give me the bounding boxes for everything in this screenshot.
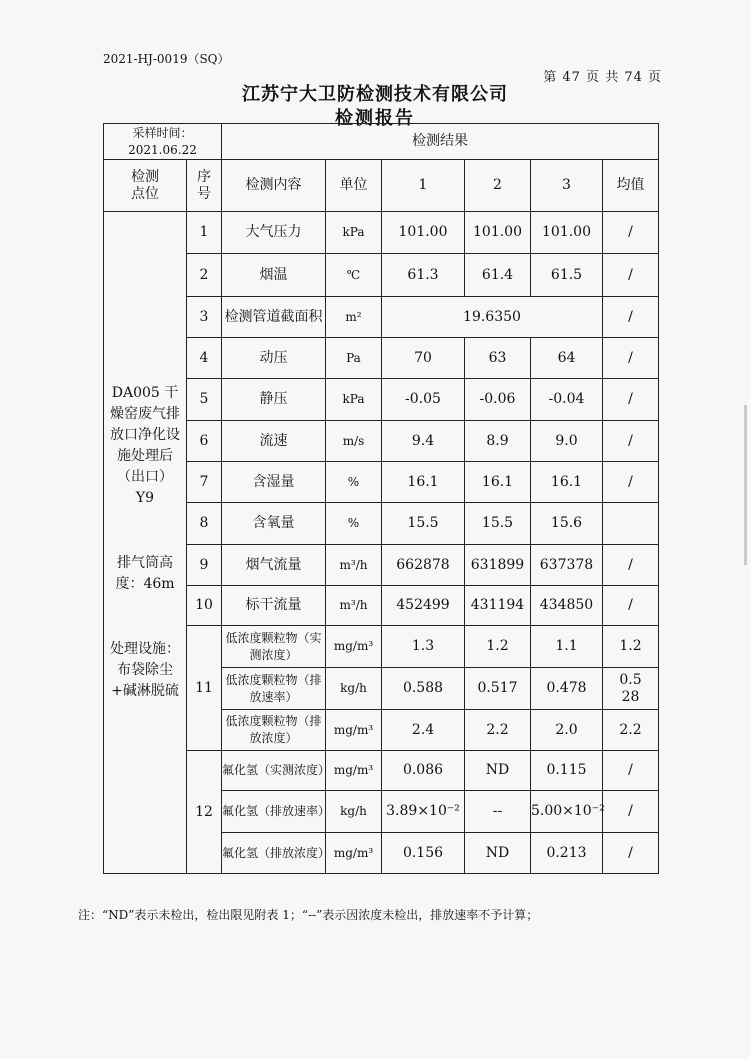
row-value-2: ND xyxy=(465,751,531,791)
row-avg: / xyxy=(603,833,659,874)
row-value-1: 70 xyxy=(382,338,465,379)
row-value-2: 63 xyxy=(465,338,531,379)
col-header-unit: 单位 xyxy=(326,160,382,212)
row-value-1: 9.4 xyxy=(382,421,465,462)
row-unit: kg/h xyxy=(326,668,382,710)
row-value-2: -0.06 xyxy=(465,379,531,421)
row-value-1: 2.4 xyxy=(382,710,465,751)
report-code: 2021-HJ-0019（SQ） xyxy=(103,52,230,66)
row-seq: 1 xyxy=(187,212,222,254)
row-content: 大气压力 xyxy=(222,212,326,254)
row-avg: 2.2 xyxy=(603,710,659,751)
row-seq: 9 xyxy=(187,545,222,586)
row-value-2: 1.2 xyxy=(465,626,531,668)
scan-edge-mark xyxy=(744,405,747,565)
row-unit: Pa xyxy=(326,338,382,379)
row-seq: 6 xyxy=(187,421,222,462)
row-avg: / xyxy=(603,586,659,626)
row-value-1: 0.156 xyxy=(382,833,465,874)
col-header-seq: 序号 xyxy=(187,160,222,212)
row-avg: / xyxy=(603,545,659,586)
row-value-2: 631899 xyxy=(465,545,531,586)
row-content: 低浓度颗粒物（实测浓度） xyxy=(222,626,326,668)
row-value-2: -- xyxy=(465,791,531,833)
row-value-3: 637378 xyxy=(531,545,603,586)
row-seq: 2 xyxy=(187,254,222,297)
row-avg xyxy=(603,503,659,545)
footnote: 注：“ND”表示未检出，检出限见附表 1；“--”表示因浓度未检出，排放速率不予计算； xyxy=(78,908,539,922)
row-value-2: 61.4 xyxy=(465,254,531,297)
row-value-1: 15.5 xyxy=(382,503,465,545)
row-unit: mg/m³ xyxy=(326,710,382,751)
row-value-1: 16.1 xyxy=(382,462,465,503)
row-value-3: 0.478 xyxy=(531,668,603,710)
row-value-1: 0.086 xyxy=(382,751,465,791)
sampling-date: 2021.06.22 xyxy=(128,142,197,157)
row-seq: 7 xyxy=(187,462,222,503)
row-content: 检测管道截面积 xyxy=(222,297,326,338)
row-avg: / xyxy=(603,462,659,503)
row-seq: 5 xyxy=(187,379,222,421)
row-unit: % xyxy=(326,462,382,503)
row-avg: / xyxy=(603,254,659,297)
row-avg: / xyxy=(603,297,659,338)
row-unit: mg/m³ xyxy=(326,751,382,791)
row-value-2: 0.517 xyxy=(465,668,531,710)
row-unit: mg/m³ xyxy=(326,833,382,874)
row-value-2: 431194 xyxy=(465,586,531,626)
row-unit: ℃ xyxy=(326,254,382,297)
row-content: 含氧量 xyxy=(222,503,326,545)
row-value-1: 1.3 xyxy=(382,626,465,668)
row-value-2: 2.2 xyxy=(465,710,531,751)
row-value-3: 2.0 xyxy=(531,710,603,751)
row-value-2: ND xyxy=(465,833,531,874)
row-unit: m² xyxy=(326,297,382,338)
row-value-1: 3.89×10⁻² xyxy=(382,791,465,833)
row-avg: 0.528 xyxy=(603,668,659,710)
row-value-3: 9.0 xyxy=(531,421,603,462)
row-seq: 10 xyxy=(187,586,222,626)
page-number: 第 47 页 共 74 页 xyxy=(543,70,662,85)
col-header-1: 1 xyxy=(382,160,465,212)
row-value-1: 101.00 xyxy=(382,212,465,254)
row-unit: m³/h xyxy=(326,586,382,626)
col-header-point: 检测点位 xyxy=(104,160,187,212)
row-unit: % xyxy=(326,503,382,545)
row-value-3: 0.115 xyxy=(531,751,603,791)
sampling-point-cell xyxy=(104,212,187,874)
col-header-avg: 均值 xyxy=(603,160,659,212)
row-seq: 11 xyxy=(187,626,222,751)
row-value-1: 0.588 xyxy=(382,668,465,710)
row-value-1: 452499 xyxy=(382,586,465,626)
stack-height: 排气筒高度：46m xyxy=(115,555,175,592)
row-avg: / xyxy=(603,212,659,254)
row-unit: kg/h xyxy=(326,791,382,833)
row-value-3: 1.1 xyxy=(531,626,603,668)
row-value-3: 16.1 xyxy=(531,462,603,503)
row-avg: / xyxy=(603,421,659,462)
results-table xyxy=(103,123,659,874)
row-avg: / xyxy=(603,338,659,379)
row-value-2: 8.9 xyxy=(465,421,531,462)
row-value-2: 16.1 xyxy=(465,462,531,503)
row-content: 烟温 xyxy=(222,254,326,297)
row-unit: m/s xyxy=(326,421,382,462)
row-avg: / xyxy=(603,379,659,421)
row-content: 流速 xyxy=(222,421,326,462)
row-content: 烟气流量 xyxy=(222,545,326,586)
row-value-3: 101.00 xyxy=(531,212,603,254)
row-content: 氟化氢（实测浓度） xyxy=(222,751,326,791)
row-value-merged: 19.6350 xyxy=(382,297,603,338)
row-content: 氟化氢（排放浓度） xyxy=(222,833,326,874)
row-value-3: 15.6 xyxy=(531,503,603,545)
row-content: 氟化氢（排放速率） xyxy=(222,791,326,833)
row-value-3: 5.00×10⁻² xyxy=(531,791,603,833)
row-content: 静压 xyxy=(222,379,326,421)
row-seq: 4 xyxy=(187,338,222,379)
row-seq: 3 xyxy=(187,297,222,338)
row-content: 低浓度颗粒物（排放浓度） xyxy=(222,710,326,751)
row-value-3: 61.5 xyxy=(531,254,603,297)
row-value-1: -0.05 xyxy=(382,379,465,421)
row-content: 含湿量 xyxy=(222,462,326,503)
row-unit: mg/m³ xyxy=(326,626,382,668)
sampling-time-label: 采样时间： xyxy=(132,125,193,140)
col-header-content: 检测内容 xyxy=(222,160,326,212)
row-unit: kPa xyxy=(326,212,382,254)
treatment-facility: 处理设施：布袋除尘+碱淋脱硫 xyxy=(110,641,180,699)
row-avg: 1.2 xyxy=(603,626,659,668)
row-avg: / xyxy=(603,791,659,833)
row-value-3: 434850 xyxy=(531,586,603,626)
row-value-2: 15.5 xyxy=(465,503,531,545)
col-header-3: 3 xyxy=(531,160,603,212)
row-value-1: 61.3 xyxy=(382,254,465,297)
row-content: 低浓度颗粒物（排放速率） xyxy=(222,668,326,710)
row-value-2: 101.00 xyxy=(465,212,531,254)
company-name: 江苏宁大卫防检测技术有限公司 xyxy=(242,84,508,105)
row-avg: / xyxy=(603,751,659,791)
row-value-3: -0.04 xyxy=(531,379,603,421)
sampling-point-name: DA005 干燥窑废气排放口净化设施处理后（出口）Y9 xyxy=(110,385,180,506)
row-unit: m³/h xyxy=(326,545,382,586)
row-content: 动压 xyxy=(222,338,326,379)
row-content: 标干流量 xyxy=(222,586,326,626)
row-unit: kPa xyxy=(326,379,382,421)
report-title: 检测报告 xyxy=(335,108,415,129)
row-seq: 12 xyxy=(187,751,222,874)
row-seq: 8 xyxy=(187,503,222,545)
row-value-1: 662878 xyxy=(382,545,465,586)
row-value-3: 64 xyxy=(531,338,603,379)
col-header-2: 2 xyxy=(465,160,531,212)
row-value-3: 0.213 xyxy=(531,833,603,874)
sampling-time-cell xyxy=(104,124,222,160)
results-header: 检测结果 xyxy=(222,124,659,160)
